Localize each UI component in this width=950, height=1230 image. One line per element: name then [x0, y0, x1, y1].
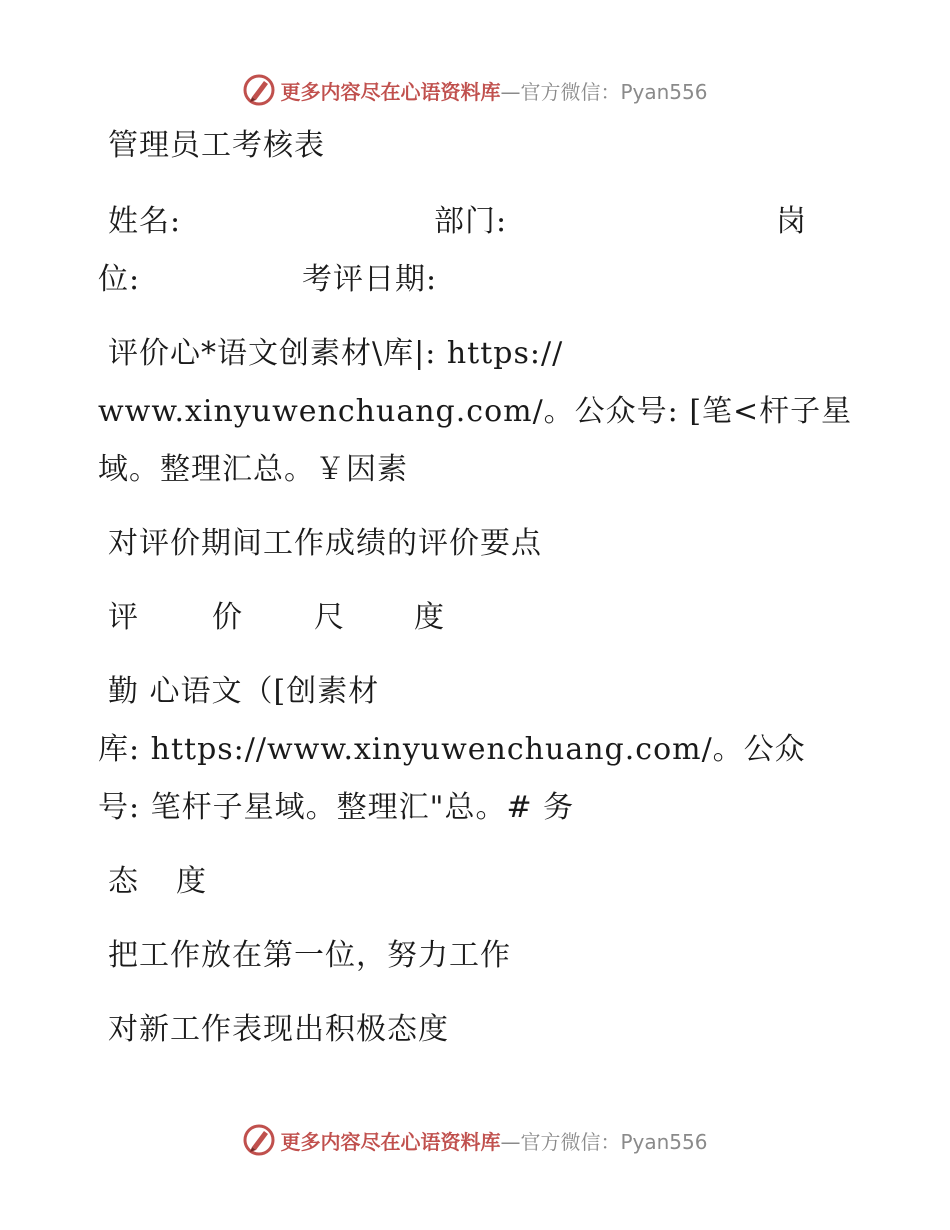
scale-char-4: 度	[414, 600, 445, 635]
position-label-part1: 岗	[776, 204, 807, 239]
footer-watermark	[0, 1120, 950, 1160]
pen-logo-icon	[242, 73, 276, 107]
scale-char-3: 尺	[314, 600, 345, 635]
paragraph1-line3: 域。整理汇总。￥因素	[98, 452, 408, 487]
header-watermark	[0, 70, 950, 110]
scale-char-1: 评	[108, 600, 139, 635]
attitude-char-2: 度	[176, 864, 207, 899]
department-label: 部门:	[434, 204, 508, 239]
position-label-part2: 位:	[98, 262, 141, 297]
watermark-main-text: 更多内容尽在心语资料库	[280, 1129, 501, 1154]
watermark-separator: —	[500, 79, 521, 104]
watermark-separator: —	[500, 1129, 521, 1154]
criteria-heading: 对评价期间工作成绩的评价要点	[108, 526, 542, 561]
scale-char-2: 价	[212, 600, 243, 635]
document-title: 管理员工考核表	[108, 128, 325, 163]
watermark-main-text: 更多内容尽在心语资料库	[280, 79, 501, 104]
review-date-label: 考评日期:	[302, 262, 438, 297]
pen-logo-icon	[242, 1123, 276, 1157]
watermark-suffix-text: 官方微信：Pyan556	[520, 1129, 708, 1154]
name-label: 姓名:	[108, 204, 182, 239]
paragraph2-line1: 勤 心语文（[创素材	[108, 674, 380, 709]
paragraph1-line1: 评价心*语文创素材\库|: https://	[108, 336, 564, 371]
evaluation-item-2: 对新工作表现出积极态度	[108, 1012, 449, 1047]
attitude-char-1: 态	[108, 864, 139, 899]
watermark-suffix-text: 官方微信：Pyan556	[520, 79, 708, 104]
evaluation-item-1: 把工作放在第一位，努力工作	[108, 938, 511, 973]
paragraph2-line2: 库: https://www.xinyuwenchuang.com/。公众	[98, 732, 806, 767]
paragraph2-line3: 号: 笔杆子星域。整理汇"总。# 务	[98, 790, 575, 825]
paragraph1-line2: www.xinyuwenchuang.com/。公众号: [笔<杆子星	[98, 394, 853, 429]
